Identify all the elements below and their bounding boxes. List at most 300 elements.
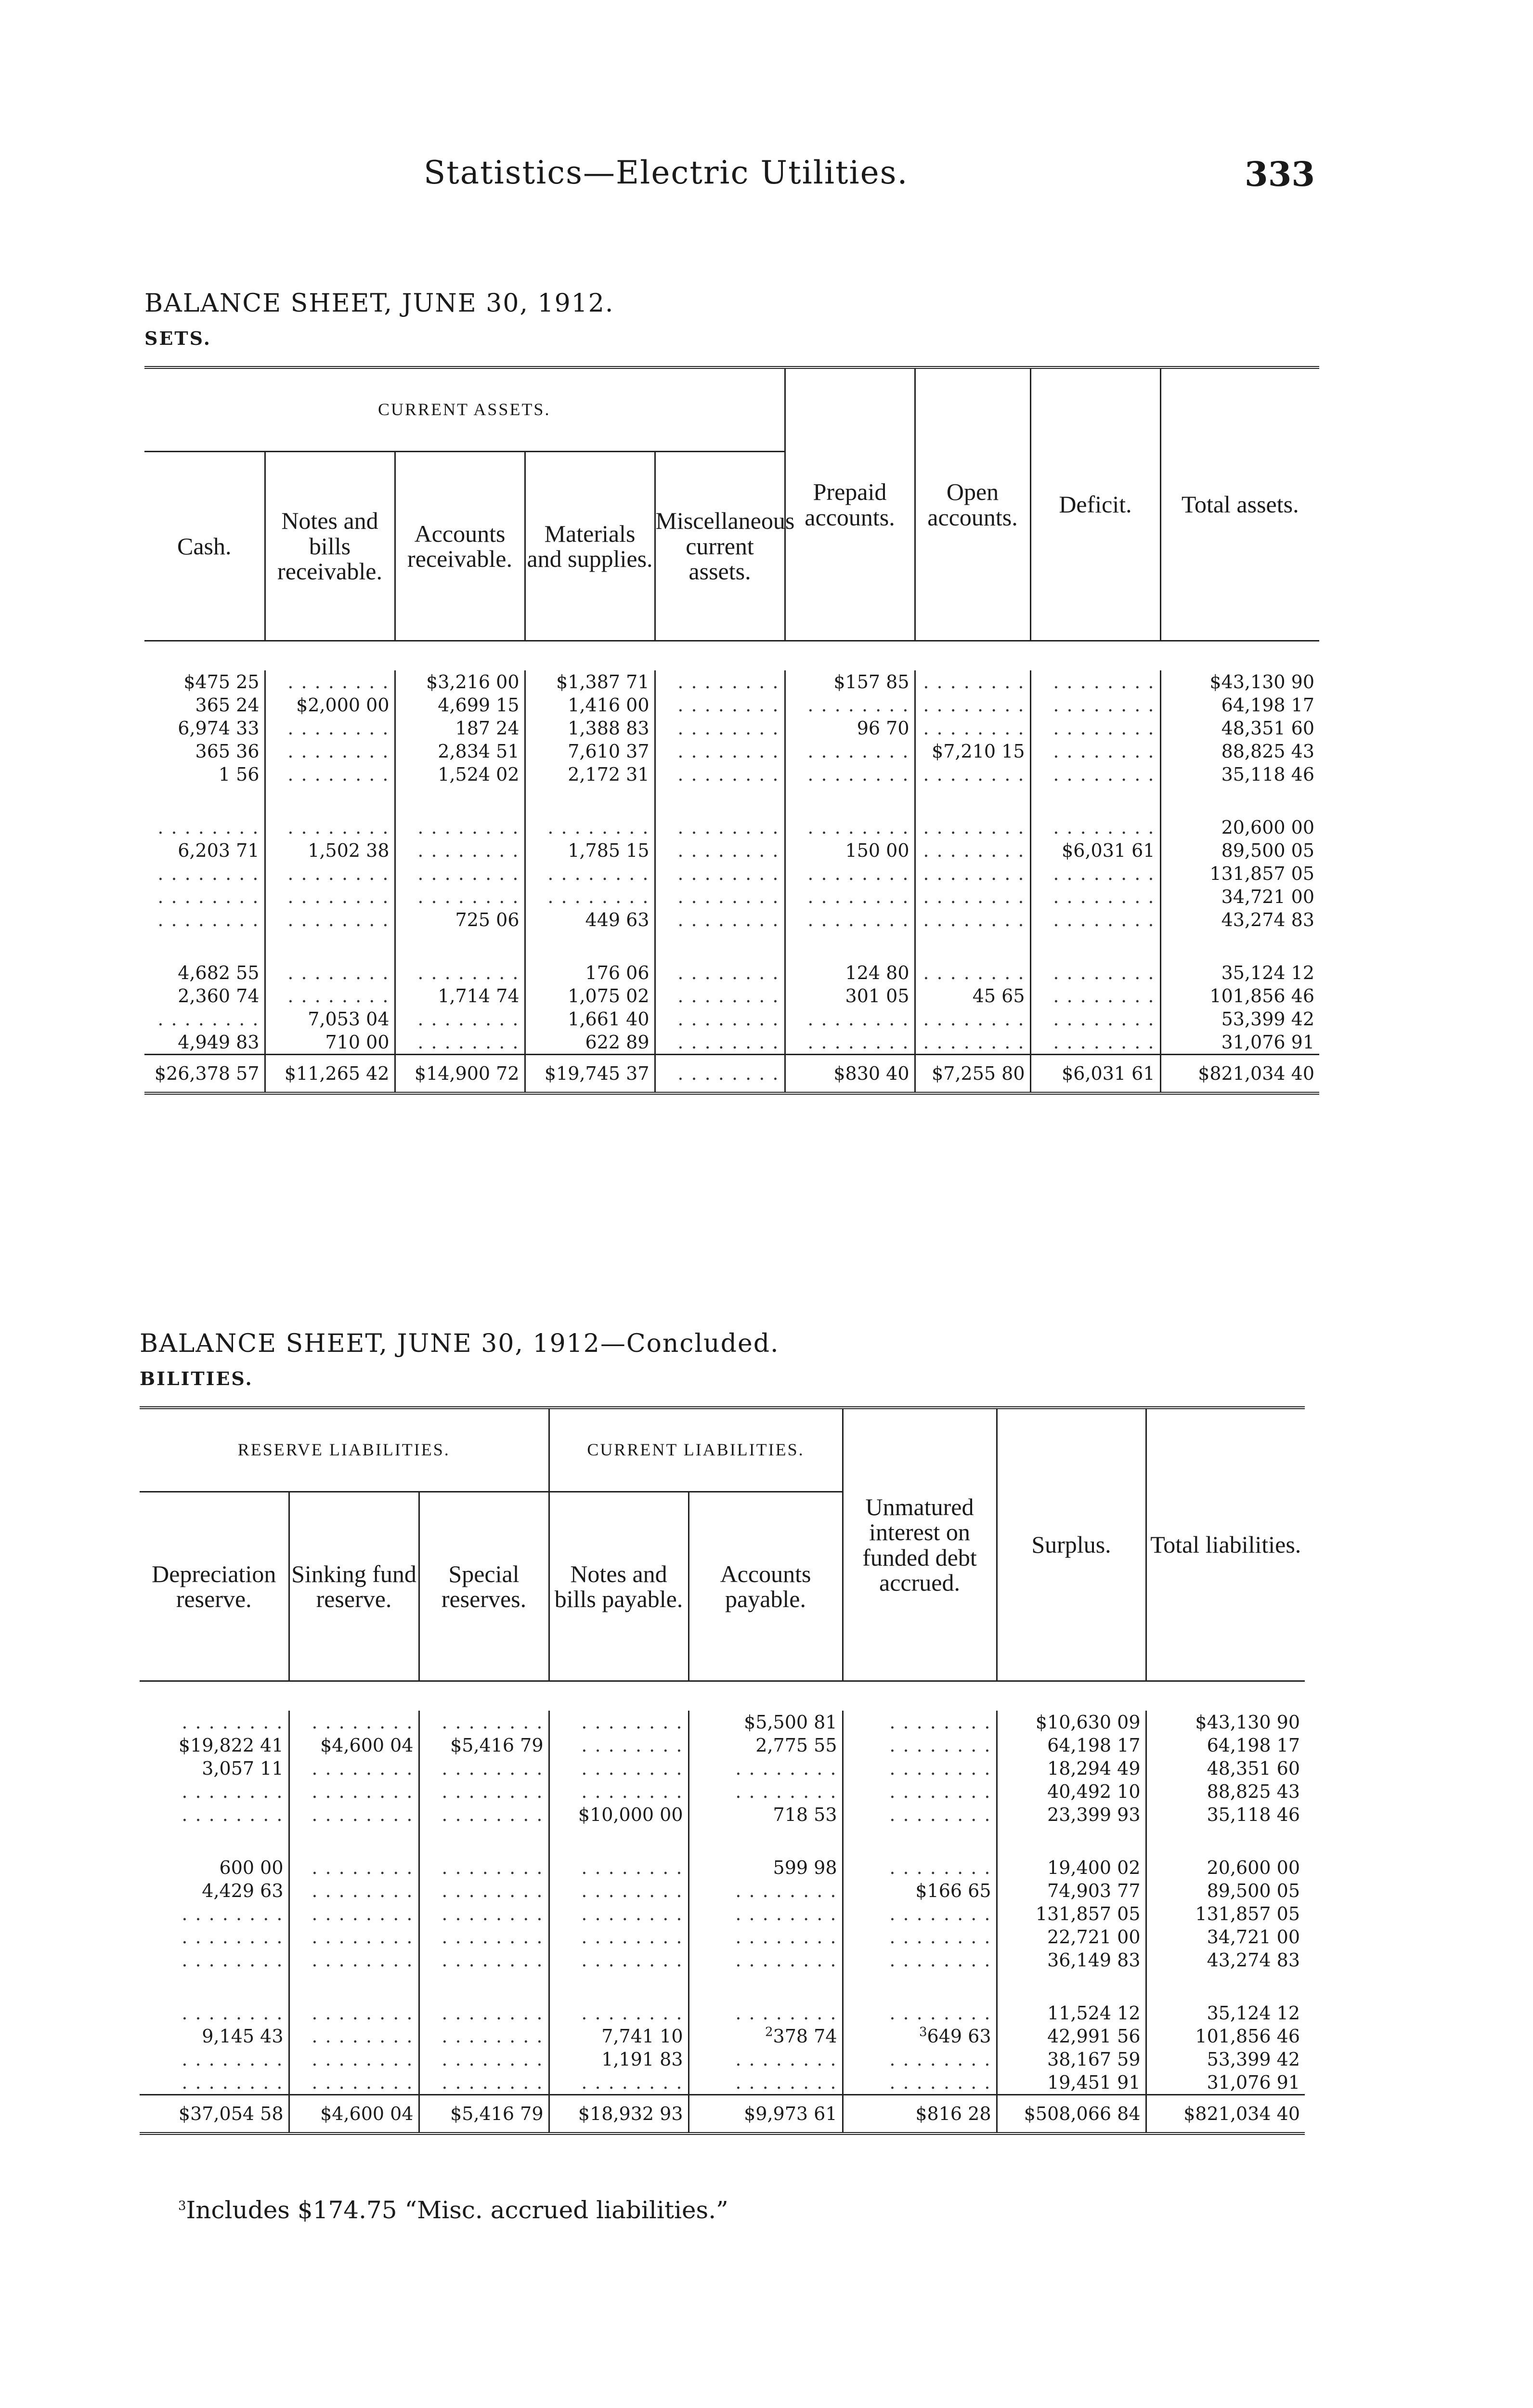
- table-cell: . . . . . . . .: [419, 1711, 549, 1734]
- cell-value: 1,388 83: [568, 718, 650, 739]
- table-cell: [395, 694, 525, 717]
- total-value: $830 40: [833, 1063, 909, 1084]
- cell-value: 176 06: [585, 962, 650, 983]
- table-cell: [289, 1734, 419, 1757]
- col-materials-supplies: Materials and supplies.: [525, 452, 655, 641]
- cell-value: 301 05: [845, 985, 909, 1007]
- col-cash: Cash.: [144, 452, 265, 641]
- table-cell: [525, 694, 655, 717]
- total-cell: [1160, 1055, 1319, 1094]
- table-cell: . . . . . . . .: [1030, 786, 1160, 839]
- table-cell: . . . . . . . .: [419, 1949, 549, 1972]
- total-cell: . . . . . . . .: [655, 1055, 785, 1094]
- col-total-assets: Total assets.: [1160, 369, 1319, 641]
- cell-value: 35,118 46: [1207, 1804, 1300, 1825]
- table-row: [140, 1757, 1305, 1780]
- table-cell: [1146, 1949, 1305, 1972]
- cell-value: 124 80: [845, 962, 909, 983]
- table-cell: [997, 2025, 1146, 2048]
- total-value: $821,034 40: [1183, 2103, 1300, 2124]
- table-row: [140, 1879, 1305, 1902]
- table-cell: . . . . . . . .: [1030, 670, 1160, 694]
- table-cell: . . . . . . . .: [419, 1803, 549, 1826]
- table-cell: [265, 839, 395, 862]
- cell-value: 42,991 56: [1047, 2026, 1141, 2047]
- assets-sheet-subtitle: SETS.: [144, 327, 212, 349]
- table-cell: . . . . . . . .: [915, 862, 1030, 885]
- table-cell: . . . . . . . .: [689, 1879, 843, 1902]
- table-cell: . . . . . . . .: [265, 740, 395, 763]
- cell-value: 1,714 74: [438, 985, 520, 1007]
- col-misc-current-assets: Miscellaneous current assets.: [655, 452, 785, 641]
- table-cell: . . . . . . . .: [549, 1757, 689, 1780]
- table-cell: [1146, 1711, 1305, 1734]
- table-cell: . . . . . . . .: [655, 984, 785, 1008]
- cell-value: 64,198 17: [1207, 1735, 1300, 1756]
- table-cell: [1160, 885, 1319, 908]
- cell-value: $10,000 00: [578, 1804, 683, 1825]
- table-cell: . . . . . . . .: [549, 1826, 689, 1879]
- table-cell: [785, 717, 915, 740]
- cell-value: 64,198 17: [1047, 1735, 1141, 1756]
- cell-value: 1,661 40: [568, 1008, 650, 1030]
- table-cell: . . . . . . . .: [655, 839, 785, 862]
- cell-value: 2,834 51: [438, 741, 520, 762]
- table-cell: . . . . . . . .: [655, 740, 785, 763]
- current-liabilities-group-header: CURRENT LIABILITIES.: [549, 1409, 843, 1492]
- table-cell: [689, 1803, 843, 1826]
- col-unmatured-interest: Unmatured interest on funded debt accrued.: [843, 1409, 997, 1681]
- table-cell: [265, 1008, 395, 1031]
- table-cell: [1146, 1780, 1305, 1803]
- table-cell: . . . . . . . .: [655, 885, 785, 908]
- table-cell: [997, 2071, 1146, 2095]
- liabilities-rows: [140, 1711, 1305, 2095]
- table-cell: . . . . . . . .: [785, 1031, 915, 1055]
- total-cell: [395, 1055, 525, 1094]
- cell-value: 1,502 38: [308, 840, 390, 861]
- table-row: [140, 1972, 1305, 2025]
- table-cell: [915, 740, 1030, 763]
- table-cell: [525, 1031, 655, 1055]
- table-cell: . . . . . . . .: [182, 2049, 284, 2070]
- footnote: [178, 2196, 728, 2224]
- table-cell: [525, 1008, 655, 1031]
- cell-value: $19,822 41: [178, 1735, 284, 1756]
- table-cell: . . . . . . . .: [265, 717, 395, 740]
- table-cell: [549, 2025, 689, 2048]
- table-cell: [144, 984, 265, 1008]
- table-cell: [525, 839, 655, 862]
- table-cell: [997, 1879, 1146, 1902]
- table-cell: . . . . . . . .: [1030, 885, 1160, 908]
- table-cell: . . . . . . . .: [843, 1780, 997, 1803]
- table-cell: [1160, 839, 1319, 862]
- cell-value: 1,075 02: [568, 985, 650, 1007]
- table-cell: [1030, 839, 1160, 862]
- cell-value: 11,524 12: [1047, 2002, 1141, 2024]
- table-cell: . . . . . . . .: [655, 1031, 785, 1055]
- cell-value: 53,399 42: [1207, 2049, 1300, 2070]
- cell-value: 36,149 83: [1047, 1950, 1141, 1971]
- table-cell: . . . . . . . .: [289, 1972, 419, 2025]
- table-cell: . . . . . . . .: [843, 1972, 997, 2025]
- table-cell: . . . . . . . .: [689, 1757, 843, 1780]
- table-cell: . . . . . . . .: [1030, 908, 1160, 931]
- table-cell: . . . . . . . .: [689, 2071, 843, 2095]
- reserve-liabilities-group-header: RESERVE LIABILITIES.: [140, 1409, 549, 1492]
- table-cell: . . . . . . . .: [549, 1949, 689, 1972]
- table-cell: . . . . . . . .: [265, 885, 395, 908]
- cell-value: 40,492 10: [1047, 1781, 1141, 1802]
- table-cell: [1160, 740, 1319, 763]
- table-cell: . . . . . . . .: [157, 909, 260, 930]
- table-cell: . . . . . . . .: [157, 863, 260, 884]
- cell-value: $157 85: [833, 671, 909, 693]
- table-cell: . . . . . . . .: [1030, 717, 1160, 740]
- table-cell: . . . . . . . .: [289, 2048, 419, 2071]
- table-cell: [1146, 1972, 1305, 2025]
- cell-value: 22,721 00: [1047, 1926, 1141, 1948]
- col-open-accounts: Open accounts.: [915, 369, 1030, 641]
- table-cell: . . . . . . . .: [915, 763, 1030, 786]
- cell-value: 1,785 15: [568, 840, 650, 861]
- table-cell: [525, 717, 655, 740]
- cell-value: 43,274 83: [1207, 1950, 1300, 1971]
- table-row: [140, 2048, 1305, 2071]
- total-value: $6,031 61: [1062, 1063, 1155, 1084]
- table-row: [140, 1826, 1305, 1879]
- table-cell: [997, 1780, 1146, 1803]
- table-cell: [549, 1803, 689, 1826]
- table-cell: [843, 2025, 997, 2048]
- cell-value: $2,000 00: [296, 694, 390, 716]
- table-cell: . . . . . . . .: [395, 1008, 525, 1031]
- cell-value: 7,610 37: [568, 741, 650, 762]
- total-value: $7,255 80: [932, 1063, 1025, 1084]
- cell-value: 725 06: [455, 909, 520, 930]
- table-cell: [1160, 670, 1319, 694]
- table-cell: [997, 1711, 1146, 1734]
- col-accounts-receivable: Accounts receivable.: [395, 452, 525, 641]
- current-assets-group-header: CURRENT ASSETS.: [144, 369, 785, 452]
- table-row: [144, 670, 1319, 694]
- total-value: $816 28: [915, 2103, 991, 2124]
- total-cell: [549, 2095, 689, 2134]
- cell-value: 4,699 15: [438, 694, 520, 716]
- table-cell: . . . . . . . .: [843, 1826, 997, 1879]
- cell-value: 649 63: [927, 2026, 991, 2047]
- assets-table: [144, 366, 1319, 1095]
- total-value: $18,932 93: [578, 2103, 683, 2124]
- table-cell: [549, 2048, 689, 2071]
- table-cell: . . . . . . . .: [843, 1902, 997, 1925]
- cell-value: 48,351 60: [1207, 1758, 1300, 1779]
- table-cell: . . . . . . . .: [915, 885, 1030, 908]
- cell-value: $6,031 61: [1062, 840, 1155, 861]
- cell-value: 35,124 12: [1207, 2002, 1300, 2024]
- cell-value: 131,857 05: [1209, 863, 1314, 884]
- col-notes-payable: Notes and bills payable.: [549, 1492, 689, 1681]
- cell-value: 365 24: [195, 694, 260, 716]
- cell-value: 710 00: [325, 1032, 390, 1053]
- table-cell: . . . . . . . .: [289, 1826, 419, 1879]
- total-cell: [140, 2095, 289, 2134]
- table-cell: . . . . . . . .: [419, 2071, 549, 2095]
- table-cell: [140, 1734, 289, 1757]
- table-cell: . . . . . . . .: [182, 1926, 284, 1948]
- table-cell: . . . . . . . .: [395, 1031, 525, 1055]
- total-value: $19,745 37: [544, 1063, 650, 1084]
- cell-value: 718 53: [773, 1804, 837, 1825]
- cell-value: 20,600 00: [1207, 1857, 1300, 1878]
- table-cell: . . . . . . . .: [289, 1902, 419, 1925]
- table-cell: . . . . . . . .: [1030, 862, 1160, 885]
- table-cell: . . . . . . . .: [419, 2025, 549, 2048]
- table-cell: . . . . . . . .: [915, 931, 1030, 984]
- footnote-mark: 3: [919, 2025, 927, 2040]
- cell-value: 6,974 33: [178, 718, 260, 739]
- table-cell: [1160, 908, 1319, 931]
- table-cell: . . . . . . . .: [549, 1925, 689, 1949]
- total-value: $37,054 58: [178, 2103, 284, 2124]
- table-cell: . . . . . . . .: [915, 1031, 1030, 1055]
- table-cell: . . . . . . . .: [1030, 1031, 1160, 1055]
- table-cell: . . . . . . . .: [419, 1972, 549, 2025]
- table-cell: [997, 1972, 1146, 2025]
- table-cell: . . . . . . . .: [265, 931, 395, 984]
- cell-value: 1,191 83: [601, 2049, 683, 2070]
- table-cell: [144, 740, 265, 763]
- table-cell: . . . . . . . .: [419, 1879, 549, 1902]
- footnote-mark: 2: [765, 2025, 773, 2040]
- table-cell: . . . . . . . .: [395, 786, 525, 839]
- table-row: [140, 1780, 1305, 1803]
- total-value: $821,034 40: [1198, 1063, 1314, 1084]
- table-cell: [144, 931, 265, 984]
- table-cell: . . . . . . . .: [549, 1711, 689, 1734]
- table-cell: [997, 1902, 1146, 1925]
- table-cell: . . . . . . . .: [1030, 763, 1160, 786]
- table-row: [144, 885, 1319, 908]
- col-prepaid-accounts: Prepaid accounts.: [785, 369, 915, 641]
- total-cell: [915, 1055, 1030, 1094]
- table-cell: . . . . . . . .: [549, 1734, 689, 1757]
- footnote-text: Includes $174.75 “Misc. accrued liabilities.”: [186, 2196, 728, 2224]
- table-cell: . . . . . . . .: [655, 694, 785, 717]
- table-cell: [997, 2048, 1146, 2071]
- cell-value: 150 00: [845, 840, 909, 861]
- table-cell: [395, 670, 525, 694]
- cell-value: $10,630 09: [1035, 1712, 1141, 1733]
- table-cell: . . . . . . . .: [182, 1781, 284, 1802]
- table-cell: . . . . . . . .: [289, 1757, 419, 1780]
- total-value: $9,973 61: [744, 2103, 837, 2124]
- table-cell: . . . . . . . .: [395, 885, 525, 908]
- table-row: [144, 839, 1319, 862]
- table-row: [140, 1925, 1305, 1949]
- table-cell: . . . . . . . .: [689, 1925, 843, 1949]
- table-cell: . . . . . . . .: [689, 1780, 843, 1803]
- table-cell: [144, 694, 265, 717]
- cell-value: 34,721 00: [1207, 1926, 1300, 1948]
- table-cell: [689, 1711, 843, 1734]
- cell-value: 622 89: [585, 1032, 650, 1053]
- table-cell: [1160, 786, 1319, 839]
- cell-value: 64,198 17: [1221, 694, 1314, 716]
- table-cell: . . . . . . . .: [843, 1711, 997, 1734]
- table-cell: [1146, 2048, 1305, 2071]
- table-row: [140, 2025, 1305, 2048]
- table-cell: . . . . . . . .: [655, 862, 785, 885]
- table-cell: . . . . . . . .: [785, 1008, 915, 1031]
- table-cell: . . . . . . . .: [915, 839, 1030, 862]
- table-cell: . . . . . . . .: [655, 908, 785, 931]
- page-number: 333: [1245, 154, 1315, 194]
- table-cell: [395, 717, 525, 740]
- total-value: $4,600 04: [320, 2103, 414, 2124]
- table-cell: [144, 717, 265, 740]
- table-row: [140, 1711, 1305, 1734]
- table-cell: [1146, 1826, 1305, 1879]
- table-cell: [525, 908, 655, 931]
- total-cell: [997, 2095, 1146, 2134]
- liabilities-sheet-subtitle: BILITIES.: [140, 1368, 253, 1389]
- table-cell: . . . . . . . .: [289, 1711, 419, 1734]
- col-total-liabilities: Total liabilities.: [1146, 1409, 1305, 1681]
- table-cell: . . . . . . . .: [289, 1949, 419, 1972]
- table-cell: . . . . . . . .: [265, 862, 395, 885]
- cell-value: 9,145 43: [202, 2026, 284, 2047]
- total-value: $508,066 84: [1024, 2103, 1141, 2124]
- table-cell: [785, 984, 915, 1008]
- table-cell: . . . . . . . .: [689, 1949, 843, 1972]
- cell-value: 43,274 83: [1221, 909, 1314, 930]
- cell-value: 4,949 83: [178, 1032, 260, 1053]
- table-cell: [997, 1949, 1146, 1972]
- total-cell: [144, 1055, 265, 1094]
- table-cell: [1146, 1757, 1305, 1780]
- cell-value: 7,053 04: [308, 1008, 390, 1030]
- cell-value: 101,856 46: [1209, 985, 1314, 1007]
- table-cell: . . . . . . . .: [785, 862, 915, 885]
- cell-value: 45 65: [972, 985, 1025, 1007]
- table-row: [140, 2071, 1305, 2095]
- table-cell: . . . . . . . .: [655, 670, 785, 694]
- cell-value: 131,857 05: [1035, 1903, 1141, 1924]
- table-cell: [144, 670, 265, 694]
- cell-value: 31,076 91: [1207, 2072, 1300, 2093]
- table-cell: . . . . . . . .: [182, 1712, 284, 1733]
- cell-value: 2,775 55: [755, 1735, 837, 1756]
- table-cell: [144, 763, 265, 786]
- table-cell: . . . . . . . .: [289, 1780, 419, 1803]
- table-cell: [1146, 1734, 1305, 1757]
- table-cell: . . . . . . . .: [655, 931, 785, 984]
- table-cell: [144, 1031, 265, 1055]
- table-cell: [140, 1757, 289, 1780]
- table-row: [140, 1734, 1305, 1757]
- table-cell: [1160, 931, 1319, 984]
- cell-value: 74,903 77: [1047, 1880, 1141, 1901]
- table-cell: . . . . . . . .: [689, 1972, 843, 2025]
- table-cell: [144, 839, 265, 862]
- cell-value: 4,429 63: [202, 1880, 284, 1901]
- table-row: [144, 763, 1319, 786]
- total-value: $11,265 42: [284, 1063, 390, 1084]
- table-cell: . . . . . . . .: [395, 931, 525, 984]
- total-cell: [265, 1055, 395, 1094]
- table-cell: . . . . . . . .: [785, 740, 915, 763]
- table-cell: [1160, 984, 1319, 1008]
- cell-value: 600 00: [219, 1857, 284, 1878]
- assets-sheet-title: BALANCE SHEET, JUNE 30, 1912.: [144, 289, 614, 318]
- assets-total-row: [144, 1055, 1319, 1094]
- liabilities-total-row: [140, 2095, 1305, 2134]
- table-cell: . . . . . . . .: [785, 694, 915, 717]
- table-cell: [997, 1925, 1146, 1949]
- total-cell: [419, 2095, 549, 2134]
- table-cell: . . . . . . . .: [655, 763, 785, 786]
- table-cell: . . . . . . . .: [419, 1925, 549, 1949]
- table-cell: [395, 740, 525, 763]
- table-cell: [997, 1734, 1146, 1757]
- total-cell: [785, 1055, 915, 1094]
- table-cell: . . . . . . . .: [915, 1008, 1030, 1031]
- cell-value: 131,857 05: [1195, 1903, 1300, 1924]
- cell-value: 20,600 00: [1221, 817, 1314, 838]
- table-cell: [997, 1826, 1146, 1879]
- cell-value: $43,130 90: [1209, 671, 1314, 693]
- table-cell: . . . . . . . .: [157, 817, 260, 838]
- table-cell: [843, 1879, 997, 1902]
- table-cell: [395, 763, 525, 786]
- table-cell: . . . . . . . .: [395, 862, 525, 885]
- col-surplus: Surplus.: [997, 1409, 1146, 1681]
- table-cell: [1160, 717, 1319, 740]
- cell-value: 2,360 74: [178, 985, 260, 1007]
- table-cell: . . . . . . . .: [182, 1804, 284, 1825]
- table-cell: . . . . . . . .: [915, 694, 1030, 717]
- table-cell: . . . . . . . .: [182, 2072, 284, 2093]
- table-cell: . . . . . . . .: [689, 2048, 843, 2071]
- total-cell: [1146, 2095, 1305, 2134]
- table-cell: [785, 931, 915, 984]
- cell-value: 19,451 91: [1047, 2072, 1141, 2093]
- table-cell: . . . . . . . .: [549, 2071, 689, 2095]
- table-cell: . . . . . . . .: [525, 862, 655, 885]
- table-cell: . . . . . . . .: [655, 717, 785, 740]
- table-cell: . . . . . . . .: [182, 1903, 284, 1924]
- table-row: [144, 1031, 1319, 1055]
- table-cell: . . . . . . . .: [419, 1826, 549, 1879]
- col-depreciation-reserve: Depreciation reserve.: [140, 1492, 289, 1681]
- table-row: [144, 786, 1319, 839]
- table-cell: [525, 984, 655, 1008]
- table-cell: [915, 984, 1030, 1008]
- table-cell: . . . . . . . .: [419, 1757, 549, 1780]
- cell-value: 35,124 12: [1221, 962, 1314, 983]
- table-cell: . . . . . . . .: [525, 786, 655, 839]
- table-cell: . . . . . . . .: [843, 1803, 997, 1826]
- total-cell: [1030, 1055, 1160, 1094]
- table-row: [144, 717, 1319, 740]
- total-value: $5,416 79: [450, 2103, 544, 2124]
- table-cell: . . . . . . . .: [419, 2048, 549, 2071]
- cell-value: 96 70: [857, 718, 909, 739]
- table-cell: . . . . . . . .: [1030, 984, 1160, 1008]
- cell-value: 4,682 55: [178, 962, 260, 983]
